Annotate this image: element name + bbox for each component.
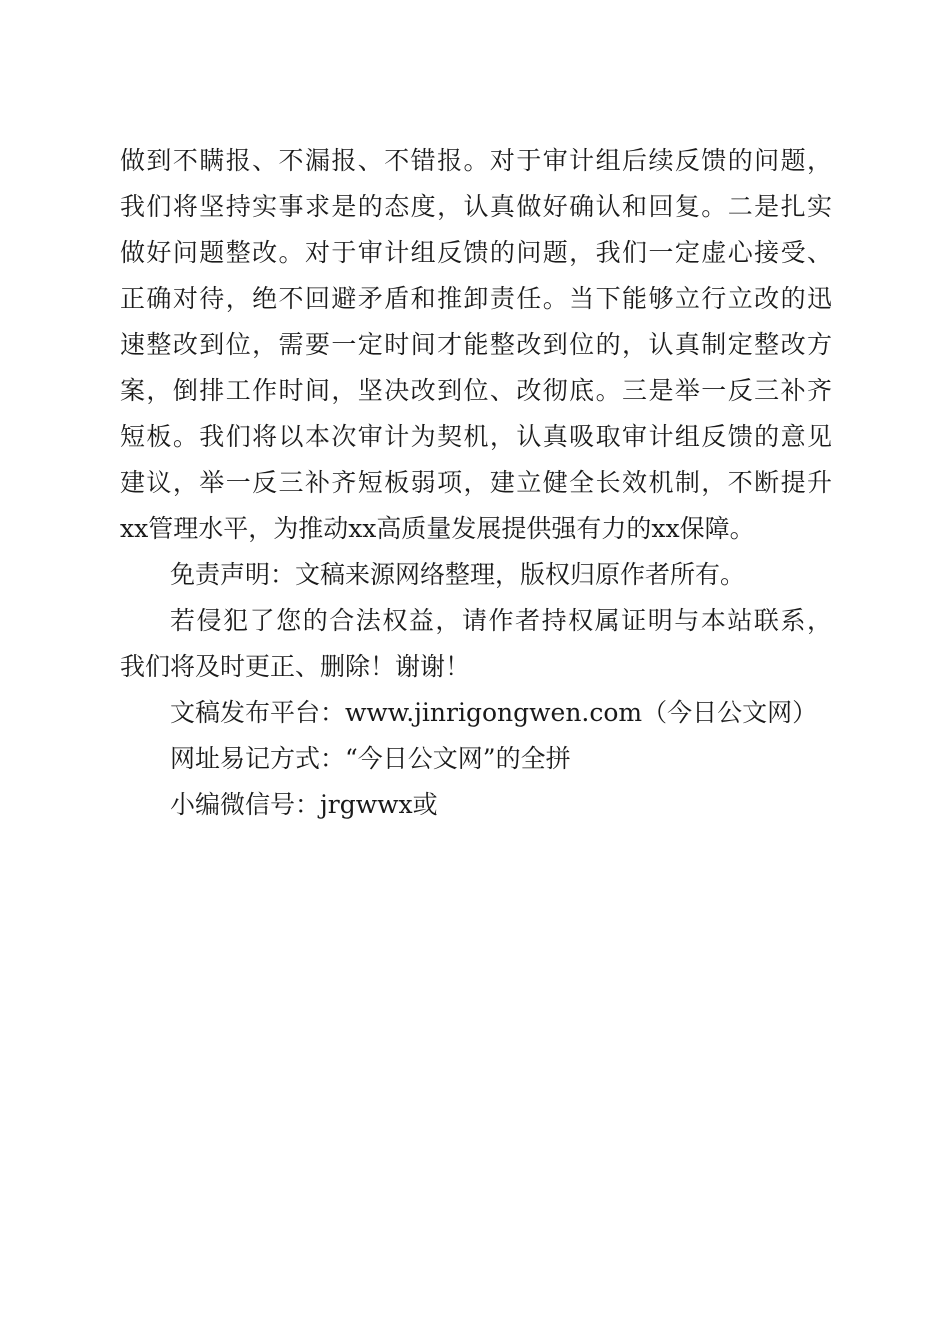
body-line: xx管理水平，为推动xx高质量发展提供强有力的xx保障。 <box>120 514 755 543</box>
platform-line: 文稿发布平台：www.jinrigongwen.com（今日公文网） <box>170 698 818 727</box>
body-line: 正确对待，绝不回避矛盾和推卸责任。当下能够立行立改的迅 <box>120 284 832 313</box>
body-line: 案，倒排工作时间，坚决改到位、改彻底。三是举一反三补齐 <box>120 376 832 405</box>
disclaimer-line: 免责声明：文稿来源网络整理，版权归原作者所有。 <box>170 560 746 589</box>
body-line: 建议，举一反三补齐短板弱项，建立健全长效机制，不断提升 <box>120 468 832 497</box>
body-line: 做好问题整改。对于审计组反馈的问题，我们一定虚心接受、 <box>120 238 832 267</box>
body-line: 速整改到位，需要一定时间才能整改到位的，认真制定整改方 <box>120 330 832 359</box>
body-line: 做到不瞒报、不漏报、不错报。对于审计组后续反馈的问题， <box>120 146 832 175</box>
wechat-line: 小编微信号：jrgwwx或 <box>170 790 438 819</box>
memo-line: 网址易记方式：“今日公文网”的全拼 <box>170 744 571 773</box>
document-body <box>120 138 832 828</box>
body-line: 我们将坚持实事求是的态度，认真做好确认和回复。二是扎实 <box>120 192 832 221</box>
infringement-line: 我们将及时更正、删除！谢谢！ <box>120 652 471 681</box>
body-line: 短板。我们将以本次审计为契机，认真吸取审计组反馈的意见 <box>120 422 832 451</box>
infringement-line: 若侵犯了您的合法权益，请作者持权属证明与本站联系， <box>170 606 832 635</box>
